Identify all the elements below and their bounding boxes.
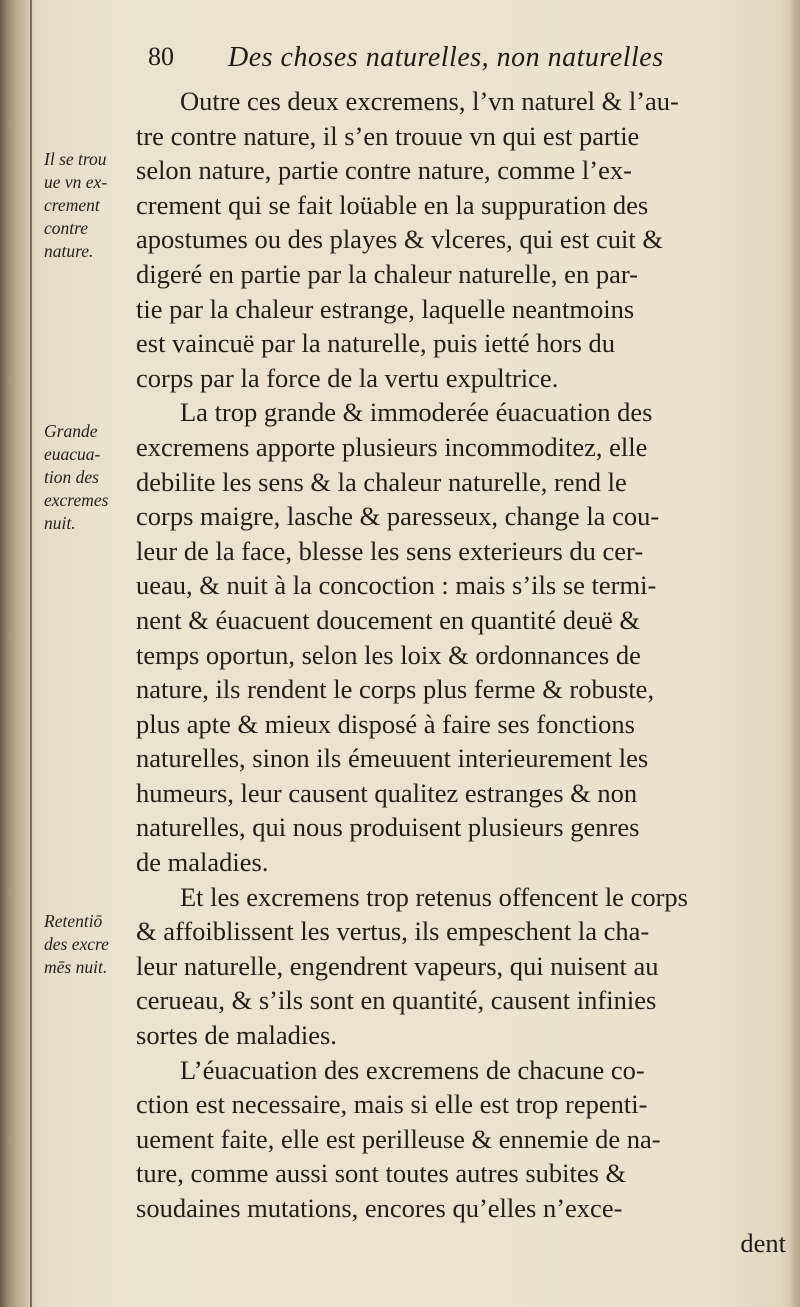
catchword: dent xyxy=(740,1227,786,1258)
margin-note-line: tion des xyxy=(44,467,99,487)
text-line: debilite les sens & la chaleur naturelle, rend le xyxy=(136,466,627,497)
margin-note-line: Il se trou xyxy=(44,149,107,169)
text-line: naturelles, qui nous produisent plusieurs genres xyxy=(136,812,640,843)
margin-note-line: des excre xyxy=(44,934,109,954)
text-line: leur naturelle, engendrent vapeurs, qui nuisent au xyxy=(136,950,659,981)
margin-note-line: euacua- xyxy=(44,444,101,464)
text-line: ture, comme aussi sont toutes autres subites & xyxy=(136,1158,627,1189)
page-header xyxy=(148,42,748,82)
text-line: soudaines mutations, encores qu’elles n’exce- xyxy=(136,1193,623,1223)
text-line: ueau, & nuit à la concoction : mais s’ils se termi- xyxy=(136,570,657,601)
text-line: plus apte & mieux disposé à faire ses fonctions xyxy=(136,708,635,739)
margin-note-line: mēs nuit. xyxy=(44,957,108,977)
text-line: Et les excremens trop retenus offencent le corps xyxy=(180,881,688,912)
margin-note-line: nuit. xyxy=(44,513,76,533)
margin-note-line: crement xyxy=(44,195,100,215)
text-line: nent & éuacuent doucement en quantité deuë & xyxy=(136,604,641,635)
text-line: corps par la force de la vertu expultrice. xyxy=(136,362,559,393)
gutter-line xyxy=(30,0,32,1307)
page-number: 80 xyxy=(148,42,174,71)
margin-note-line: excremes xyxy=(44,490,109,510)
body-text xyxy=(136,84,786,1260)
text-line: L’éuacuation des excremens de chacune co- xyxy=(180,1054,645,1085)
running-head: Des choses naturelles, non naturelles xyxy=(228,42,664,73)
margin-note-line: ue vn ex- xyxy=(44,172,108,192)
text-line: corps maigre, lasche & paresseux, change la cou- xyxy=(136,501,660,532)
text-line: naturelles, sinon ils émeuuent interieurement les xyxy=(136,743,649,774)
text-line: est vaincuë par la naturelle, puis ietté hors du xyxy=(136,328,616,359)
margin-note-line: nature. xyxy=(44,241,94,261)
text-line: ction est necessaire, mais si elle est trop repenti- xyxy=(136,1089,648,1120)
page-edge xyxy=(788,0,800,1307)
text-line: tie par la chaleur estrange, laquelle neantmoins xyxy=(136,293,635,324)
text-line: crement qui se fait loüable en la suppuration des xyxy=(136,189,649,220)
text-line: cerueau, & s’ils sont en quantité, causent infinies xyxy=(136,985,657,1016)
text-line: de maladies. xyxy=(136,847,269,878)
margin-note xyxy=(44,910,134,979)
text-line: apostumes ou des playes & vlceres, qui est cuit & xyxy=(136,224,663,255)
text-line: Outre ces deux excremens, l’vn naturel & l’au- xyxy=(180,86,679,116)
text-line: digeré en partie par la chaleur naturelle, en par- xyxy=(136,258,638,289)
text-line: uement faite, elle est perilleuse & ennemie de na- xyxy=(136,1123,661,1154)
text-line: tre contre nature, il s’en trouue vn qui est partie xyxy=(136,120,640,151)
margin-note-line: Retentiō xyxy=(44,911,103,931)
text-line: temps oportun, selon les loix & ordonnances de xyxy=(136,639,641,670)
text-line: excremens apporte plusieurs incommoditez, elle xyxy=(136,431,648,462)
text-line: leur de la face, blesse les sens exterieurs du cer- xyxy=(136,535,644,566)
text-line: selon nature, partie contre nature, comme l’ex- xyxy=(136,155,632,186)
margin-note-line: contre xyxy=(44,218,89,238)
text-line: nature, ils rendent le corps plus ferme & robuste, xyxy=(136,674,655,705)
text-line: humeurs, leur causent qualitez estranges & non xyxy=(136,777,638,808)
text-line: La trop grande & immoderée éuacuation des xyxy=(180,397,653,428)
margin-note xyxy=(44,148,134,263)
margin-note-line: Grande xyxy=(44,421,98,441)
text-line: & affoiblissent les vertus, ils empeschent la cha- xyxy=(136,916,650,947)
margin-note xyxy=(44,420,134,535)
text-line: sortes de maladies. xyxy=(136,1020,337,1051)
